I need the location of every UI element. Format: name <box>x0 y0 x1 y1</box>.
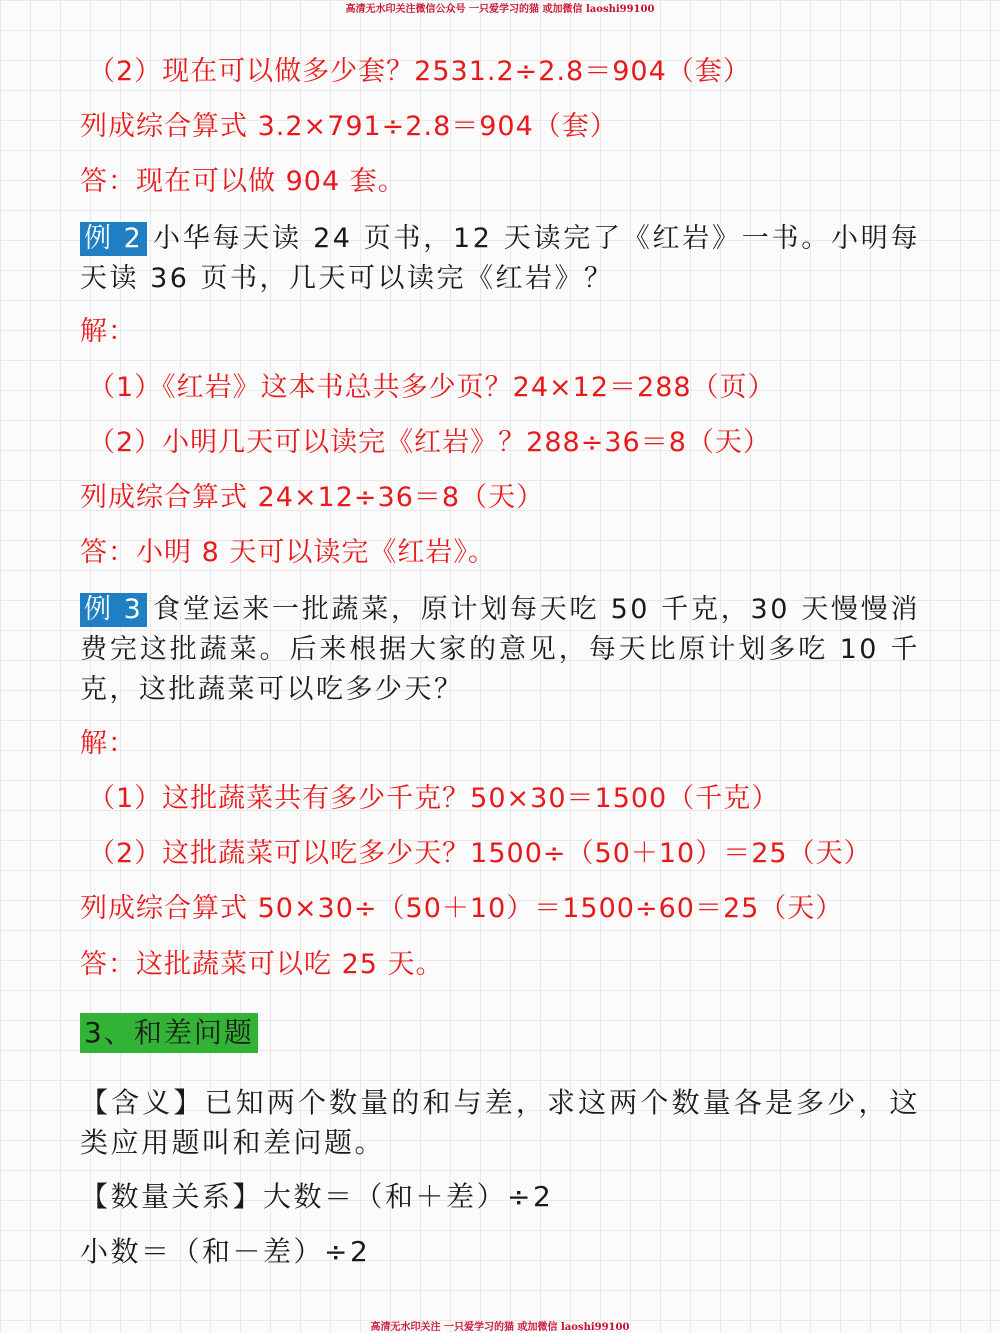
example1-step2: （2）现在可以做多少套？2531.2÷2.8＝904（套） <box>88 56 751 87</box>
example3-answer: 答：这批蔬菜可以吃 25 天。 <box>80 949 444 980</box>
example2-question-block <box>80 219 920 299</box>
watermark-bottom: 高清无水印关注 一只爱学习的猫 或加微信 laoshi99100 <box>370 1322 630 1333</box>
section-title: 3、和差问题 <box>80 1013 258 1053</box>
example3-formula: 列成综合算式 50×30÷（50＋10）＝1500÷60＝25（天） <box>80 893 844 924</box>
section3-meaning: 【含义】已知两个数量的和与差，求这两个数量各是多少，这类应用题叫和差问题。 <box>80 1086 920 1159</box>
example3-question: 食堂运来一批蔬菜，原计划每天吃 50 千克，30 天慢慢消费完这批蔬菜。后来根据大家的意见，每天比原计划多吃 10 千克，这批蔬菜可以吃多少天？ <box>80 594 920 705</box>
example2-answer: 答：小明 8 天可以读完《红岩》。 <box>80 537 496 568</box>
example2-question: 小华每天读 24 页书，12 天读完了《红岩》一书。小明每天读 36 页书，几天可以读完《红岩》？ <box>80 223 920 294</box>
example3-step1: （1）这批蔬菜共有多少千克？50×30＝1500（千克） <box>88 783 780 814</box>
example3-solve-label: 解： <box>80 728 136 759</box>
example2-step1: （1）《红岩》这本书总共多少页？24×12＝288（页） <box>88 372 776 403</box>
example2-step2: （2）小明几天可以读完《红岩》？288÷36＝8（天） <box>88 427 771 458</box>
example2-formula: 列成综合算式 24×12÷36＝8（天） <box>80 482 545 513</box>
section3-small: 小数＝（和－差）÷2 <box>80 1235 371 1268</box>
example3-badge: 例 3 <box>80 593 147 627</box>
example2-badge: 例 2 <box>80 222 147 256</box>
example2-solve-label: 解： <box>80 316 136 347</box>
section3-relation: 【数量关系】大数＝（和＋差）÷2 <box>80 1180 554 1213</box>
watermark-top: 高清无水印关注微信公众号 一只爱学习的猫 或加微信 laoshi99100 <box>345 4 655 15</box>
example1-formula: 列成综合算式 3.2×791÷2.8＝904（套） <box>80 111 618 142</box>
example3-step2: （2）这批蔬菜可以吃多少天？1500÷（50＋10）＝25（天） <box>88 838 872 869</box>
example1-answer: 答：现在可以做 904 套。 <box>80 166 406 197</box>
example3-question-block <box>80 590 920 710</box>
